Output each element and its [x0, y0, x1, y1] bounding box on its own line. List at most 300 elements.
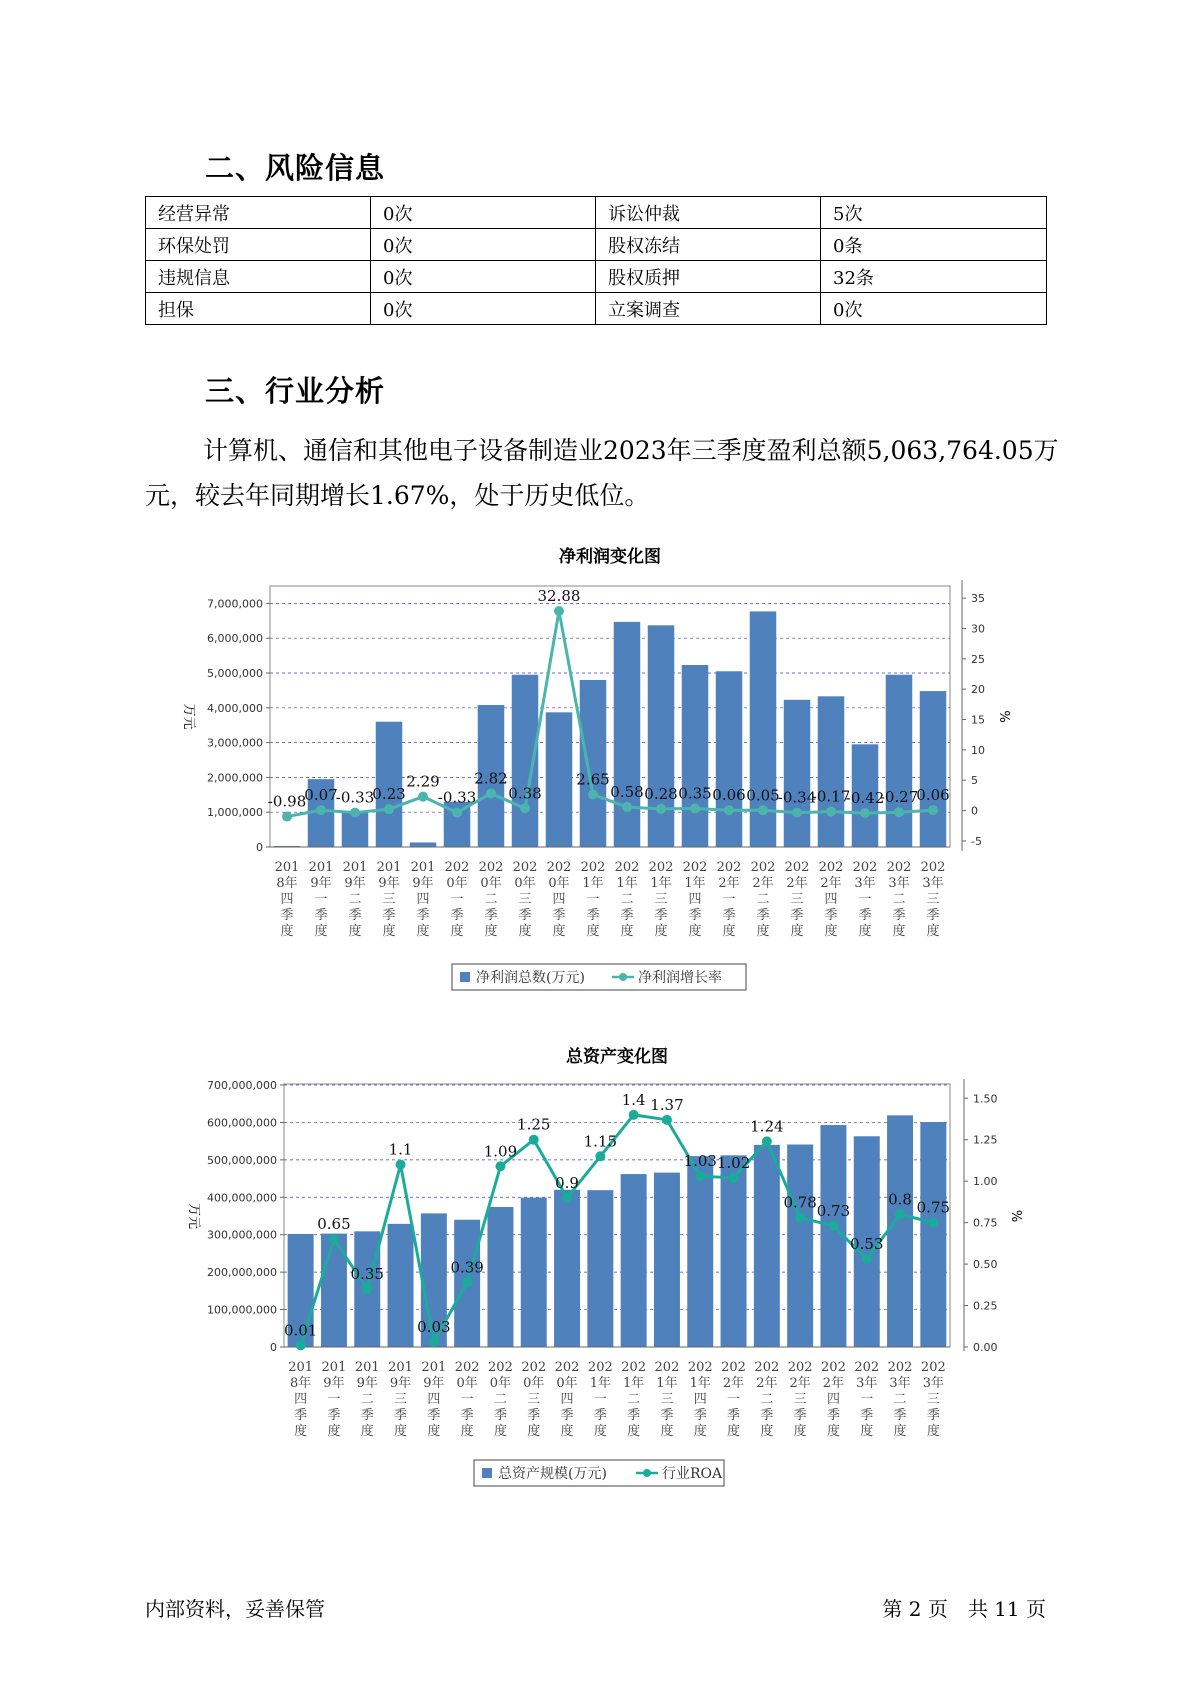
industry-analysis-paragraph [145, 428, 1065, 518]
x-tick-label [343, 860, 368, 939]
line-point [452, 808, 462, 818]
data-label: 0.8 [888, 1190, 912, 1209]
x-tick-label [921, 1360, 946, 1439]
x-tick-label-line: 8年 [276, 876, 298, 891]
x-tick-label-line: 2年 [786, 876, 808, 891]
x-tick-label [411, 860, 436, 939]
x-tick-label-line: 季 [654, 908, 668, 923]
data-label: 2.65 [576, 770, 610, 789]
data-label: 0.05 [746, 786, 780, 805]
x-tick-label-line: 季 [294, 1408, 308, 1423]
y2-axis-title: % [996, 710, 1011, 723]
x-tick-label-line: 一 [858, 892, 872, 907]
x-tick-label-line: 9年 [423, 1376, 445, 1391]
line-point [758, 805, 768, 815]
x-tick-label-line: 度 [627, 1424, 641, 1439]
chart-title: 净利润变化图 [559, 547, 661, 567]
line-point [690, 803, 700, 813]
y-tick-label: 500,000,000 [207, 1153, 277, 1167]
bar [754, 1145, 780, 1347]
x-tick-label-line: 201 [321, 1360, 347, 1375]
data-label: 0.73 [816, 1201, 851, 1220]
line-point [316, 805, 326, 815]
y2-tick-label: 1.25 [973, 1133, 998, 1147]
x-tick-label [821, 1360, 846, 1439]
x-tick-label-line: 二 [756, 892, 770, 907]
x-tick-label-line: 度 [693, 1424, 707, 1439]
data-label: 0.35 [350, 1264, 384, 1283]
x-tick-label-line: 度 [382, 924, 396, 939]
line-point [588, 789, 598, 799]
x-tick-label [521, 1360, 546, 1439]
x-tick-label-line: 四 [824, 892, 838, 907]
x-tick-label-line: 202 [784, 860, 810, 875]
line-point [928, 805, 938, 815]
x-tick-label-line: 度 [860, 1424, 874, 1439]
y-tick-label: 600,000,000 [207, 1116, 277, 1130]
x-tick-label-line: 三 [660, 1392, 674, 1407]
x-tick-label [445, 860, 470, 939]
x-tick-label [455, 1360, 480, 1439]
bar [887, 1115, 913, 1347]
x-tick-label [754, 1360, 779, 1439]
plot-frame [267, 586, 950, 847]
line-point [662, 1115, 672, 1125]
x-tick-label-line: 季 [484, 908, 498, 923]
x-tick-label-line: 202 [920, 860, 946, 875]
x-tick-label-line: 季 [926, 1408, 940, 1423]
y2-tick-label: 25 [971, 652, 985, 666]
x-tick-label-line: 202 [580, 860, 606, 875]
x-tick-label-line: 2年 [822, 1376, 845, 1391]
risk-item-value: 0次 [371, 293, 596, 325]
data-label: 0.01 [283, 1321, 318, 1340]
x-tick-label-line: 度 [348, 924, 362, 939]
x-tick-label-line: 2年 [722, 1376, 745, 1391]
line-point [762, 1136, 772, 1146]
net-profit-chart [0, 540, 1191, 1000]
data-label: -0.42 [845, 789, 885, 808]
data-label: 0.78 [783, 1193, 817, 1212]
y-tick-label: 1,000,000 [207, 806, 263, 820]
x-tick-label-line: 四 [427, 1392, 441, 1407]
x-tick-label-line: 202 [716, 860, 742, 875]
risk-item-value: 0次 [821, 293, 1047, 325]
x-tick-label-line: 202 [621, 1360, 647, 1375]
x-tick-label-line: 季 [327, 1408, 341, 1423]
y2-tick-label: 30 [971, 622, 985, 636]
line-point [462, 1277, 472, 1287]
bar [716, 671, 743, 847]
risk-info-table [145, 196, 1047, 325]
line-point [629, 1110, 639, 1120]
bar [614, 622, 641, 847]
y-tick-label: 6,000,000 [207, 632, 263, 646]
bar [654, 1173, 680, 1347]
y2-tick-label: 0.25 [973, 1299, 998, 1313]
bar [687, 1156, 713, 1347]
data-label: 0.07 [304, 786, 338, 805]
x-tick-label-line: 202 [648, 860, 674, 875]
bar [388, 1224, 414, 1347]
x-tick-label-line: 度 [593, 1424, 607, 1439]
x-tick-label-line: 季 [394, 1408, 408, 1423]
x-tick-label-line: 9年 [344, 876, 366, 891]
data-label: 0.03 [417, 1318, 451, 1337]
data-label: -0.33 [335, 788, 375, 807]
x-tick-label-line: 四 [280, 892, 294, 907]
x-tick-label [488, 1360, 513, 1439]
risk-table-row [146, 261, 1047, 293]
x-tick-label-line: 季 [893, 1408, 907, 1423]
x-tick-label-line: 1年 [582, 876, 604, 891]
x-tick-label-line: 一 [450, 892, 464, 907]
x-tick-label-line: 季 [793, 1408, 807, 1423]
x-tick-label-line: 季 [620, 908, 634, 923]
data-label: -0.98 [267, 792, 307, 811]
y-tick-label: 300,000,000 [207, 1228, 277, 1242]
line-point [729, 1173, 739, 1183]
y-tick-label: 4,000,000 [207, 701, 263, 715]
x-tick-label-line: 3年 [922, 876, 944, 891]
x-tick-label-line: 二 [484, 892, 498, 907]
x-tick-label-line: 1年 [589, 1376, 611, 1391]
y-tick-label: 0 [256, 841, 263, 854]
x-tick-label-line: 201 [388, 1360, 413, 1375]
y2-tick-label: 35 [971, 592, 985, 606]
x-tick-label-line: 202 [554, 1360, 580, 1375]
x-tick-label-line: 度 [493, 1424, 507, 1439]
line-point [826, 807, 836, 817]
x-tick-label-line: 201 [410, 860, 436, 875]
x-tick-label [421, 1360, 446, 1439]
x-tick-label [309, 860, 334, 939]
x-tick-label-line: 201 [376, 860, 402, 875]
risk-item-label: 立案调查 [596, 293, 821, 325]
x-tick-label-line: 3年 [922, 1376, 944, 1391]
x-tick-label-line: 季 [314, 908, 328, 923]
line-point [828, 1221, 838, 1231]
x-tick-label-line: 201 [342, 860, 368, 875]
x-tick-label [355, 1360, 380, 1439]
x-tick-label-line: 度 [586, 924, 600, 939]
x-tick-label-line: 0年 [556, 1376, 578, 1391]
risk-table-row [146, 293, 1047, 325]
x-tick-label-line: 3年 [854, 876, 876, 891]
x-tick-label-line: 季 [460, 1408, 474, 1423]
x-tick-label-line: 202 [488, 1360, 513, 1375]
x-tick-label-line: 三 [793, 1392, 807, 1407]
x-tick-label-line: 202 [687, 1360, 713, 1375]
x-tick-label-line: 四 [416, 892, 430, 907]
x-tick-label-line: 季 [688, 908, 702, 923]
x-tick-label-line: 2年 [752, 876, 774, 891]
data-label: 1.4 [621, 1090, 646, 1109]
risk-table-row [146, 197, 1047, 229]
x-tick-label-line: 一 [860, 1392, 874, 1407]
y2-tick-label: 10 [971, 743, 985, 757]
x-tick-label-line: 季 [586, 908, 600, 923]
data-label: 1.02 [716, 1153, 751, 1172]
x-tick-label-line: 季 [493, 1408, 507, 1423]
line-point [928, 1218, 938, 1228]
x-tick-label-line: 度 [560, 1424, 574, 1439]
line-point [350, 808, 360, 818]
x-tick-label-line: 二 [348, 892, 362, 907]
y2-tick-label: -5 [971, 834, 982, 848]
data-label: -0.34 [777, 788, 817, 807]
legend-line-label: 净利润增长率 [638, 970, 722, 986]
x-tick-label-line: 202 [854, 1360, 880, 1375]
x-tick-label-line: 201 [288, 1360, 314, 1375]
x-tick-label-line: 四 [294, 1392, 308, 1407]
y2-tick-label: 0.00 [973, 1341, 998, 1354]
x-tick-label-line: 度 [793, 1424, 807, 1439]
bar [521, 1198, 547, 1347]
line-point [894, 807, 904, 817]
legend-bar-label: 净利润总数(万元) [476, 970, 585, 986]
chart-title: 总资产变化图 [566, 1047, 668, 1067]
risk-item-value: 0次 [371, 197, 596, 229]
data-label: 2.82 [474, 769, 508, 788]
x-tick-label-line: 2年 [718, 876, 740, 891]
x-tick-label-line: 度 [620, 924, 634, 939]
x-tick-label [655, 1360, 680, 1439]
x-tick-label-line: 202 [721, 1360, 746, 1375]
legend-line-label: 行业ROA [662, 1466, 723, 1482]
x-tick-label-line: 季 [593, 1408, 607, 1423]
y2-tick-label: 0.50 [973, 1258, 998, 1272]
x-tick-label-line: 度 [727, 1424, 741, 1439]
x-tick-label-line: 度 [824, 924, 838, 939]
data-label: -0.33 [437, 788, 477, 807]
x-tick-label-line: 9年 [412, 876, 434, 891]
risk-item-value: 0次 [371, 229, 596, 261]
line-point [622, 802, 632, 812]
line-point [529, 1135, 539, 1145]
x-tick-label-line: 202 [887, 1360, 913, 1375]
x-tick-label-line: 0年 [480, 876, 502, 891]
line-point [860, 808, 870, 818]
data-label: 0.65 [317, 1215, 351, 1234]
line-point [329, 1234, 339, 1244]
risk-item-label: 经营异常 [146, 197, 371, 229]
bar [554, 1190, 580, 1347]
x-tick-label-line: 1年 [623, 1376, 645, 1391]
x-tick-label-line: 1年 [616, 876, 638, 891]
y2-tick-label: 0 [971, 804, 978, 818]
x-tick-label-line: 202 [787, 1360, 813, 1375]
y-axis-title: 万元 [181, 703, 196, 730]
x-tick-label [513, 860, 538, 939]
x-tick-label [688, 1360, 713, 1439]
bar [784, 700, 811, 847]
x-tick-label-line: 202 [587, 1360, 613, 1375]
x-tick-label-line: 9年 [378, 876, 400, 891]
x-tick-label-line: 季 [518, 908, 532, 923]
x-tick-label-line: 季 [552, 908, 566, 923]
x-tick-label-line: 季 [824, 908, 838, 923]
y-tick-label: 3,000,000 [207, 736, 263, 750]
y-tick-label: 200,000,000 [207, 1266, 277, 1280]
x-tick-label-line: 度 [394, 1424, 408, 1439]
x-tick-label-line: 度 [892, 924, 906, 939]
y-tick-label: 0 [270, 1341, 277, 1354]
industry-analysis-text: 计算机、通信和其他电子设备制造业2023年三季度盈利总额5,063,764.05万元，较去年同期增长1.67%，处于历史低位。 [145, 436, 1059, 510]
x-tick-label-line: 一 [314, 892, 328, 907]
data-label: 0.23 [372, 785, 406, 804]
legend-bar-swatch [482, 1468, 492, 1478]
footer-page-number: 第 2 页 共 11 页 [882, 1597, 1046, 1621]
x-tick-label-line: 202 [754, 1360, 780, 1375]
x-tick-label-line: 季 [560, 1408, 574, 1423]
x-tick-label [479, 860, 504, 939]
x-tick-label [921, 860, 946, 939]
x-tick-label [721, 1360, 746, 1439]
x-tick-label-line: 季 [760, 1408, 774, 1423]
x-tick-label-line: 二 [892, 892, 906, 907]
x-tick-label [615, 860, 640, 939]
x-tick-label-line: 1年 [656, 1376, 678, 1391]
x-tick-label-line: 度 [654, 924, 668, 939]
line-point [495, 1161, 505, 1171]
x-tick-label-line: 202 [852, 860, 878, 875]
x-tick-label-line: 1年 [684, 876, 706, 891]
data-label: 0.35 [678, 784, 712, 803]
x-tick-label-line: 二 [760, 1392, 774, 1407]
line-point [362, 1284, 372, 1294]
legend-bar-label: 总资产规模(万元) [498, 1466, 607, 1482]
x-tick-label-line: 度 [756, 924, 770, 939]
x-tick-label-line: 一 [460, 1392, 474, 1407]
x-tick-label [854, 1360, 879, 1439]
x-tick-label-line: 季 [693, 1408, 707, 1423]
x-tick-label-line: 四 [826, 1392, 840, 1407]
x-tick-label-line: 201 [421, 1360, 447, 1375]
bar [587, 1190, 613, 1347]
x-tick-label-line: 9年 [389, 1376, 412, 1391]
bar [487, 1207, 513, 1347]
x-tick-label-line: 度 [660, 1424, 674, 1439]
x-tick-label-line: 度 [314, 924, 328, 939]
x-tick-label-line: 度 [858, 924, 872, 939]
line-point [595, 1151, 605, 1161]
bar [787, 1145, 813, 1347]
bar [580, 680, 607, 847]
x-tick-label-line: 季 [382, 908, 396, 923]
y2-tick-label: 5 [971, 774, 978, 788]
x-tick-label-line: 202 [444, 860, 470, 875]
x-tick-label-line: 二 [493, 1392, 507, 1407]
y2-axis-title: % [1008, 1209, 1023, 1223]
x-tick-label [649, 860, 674, 939]
bar [886, 675, 913, 847]
x-tick-label-line: 202 [682, 860, 708, 875]
line-point [554, 606, 564, 616]
y2-tick-label: 1.50 [973, 1092, 998, 1106]
risk-item-label: 违规信息 [146, 261, 371, 293]
x-tick-label-line: 三 [382, 892, 396, 907]
data-label: 1.24 [750, 1117, 784, 1136]
x-tick-label-line: 度 [518, 924, 532, 939]
y-tick-label: 5,000,000 [207, 667, 263, 680]
x-tick-label-line: 季 [527, 1408, 541, 1423]
x-tick-label-line: 202 [886, 860, 912, 875]
y-tick-label: 100,000,000 [207, 1303, 277, 1317]
x-tick-label-line: 一 [586, 892, 600, 907]
data-label: -0.17 [811, 787, 851, 806]
x-tick-label-line: 一 [593, 1392, 607, 1407]
risk-item-value: 0次 [371, 261, 596, 293]
y2-tick-label: 15 [971, 713, 985, 727]
x-tick-label-line: 度 [688, 924, 702, 939]
line-point [695, 1171, 705, 1181]
x-tick-label-line: 2年 [820, 876, 842, 891]
line-point [795, 1213, 805, 1223]
x-tick-label-line: 四 [688, 892, 702, 907]
bar [920, 1122, 946, 1347]
x-tick-label-line: 季 [722, 908, 736, 923]
x-tick-label-line: 202 [454, 1360, 480, 1375]
x-tick-label [853, 860, 878, 939]
data-label: 1.25 [517, 1115, 551, 1134]
risk-item-label: 股权质押 [596, 261, 821, 293]
data-label: 1.15 [583, 1132, 618, 1151]
x-tick-label-line: 三 [926, 1392, 940, 1407]
x-tick-label-line: 3年 [889, 1376, 911, 1391]
y-tick-label: 7,000,000 [207, 597, 263, 611]
x-tick-label-line: 季 [727, 1408, 741, 1423]
risk-item-value: 0条 [821, 229, 1047, 261]
x-tick-label-line: 0年 [489, 1376, 512, 1391]
data-label: 0.9 [555, 1173, 579, 1192]
x-tick-label-line: 0年 [456, 1376, 478, 1391]
x-tick-label-line: 季 [450, 908, 464, 923]
x-tick-label-line: 0年 [514, 876, 536, 891]
bar [818, 696, 845, 847]
data-label: 0.38 [508, 784, 542, 803]
legend-line-marker [643, 1469, 651, 1477]
x-tick-label-line: 度 [926, 924, 940, 939]
x-tick-label-line: 度 [280, 924, 294, 939]
legend-line-marker [619, 973, 627, 981]
data-label: 0.06 [712, 786, 746, 805]
x-tick-label-line: 三 [518, 892, 532, 907]
x-tick-label [683, 860, 708, 939]
x-tick-label-line: 3年 [856, 1376, 878, 1391]
y-axis-title: 万元 [186, 1202, 201, 1230]
x-tick-label-line: 度 [460, 1424, 474, 1439]
x-tick-label-line: 度 [294, 1424, 308, 1439]
x-tick-label-line: 度 [893, 1424, 907, 1439]
x-tick-label-line: 202 [614, 860, 640, 875]
x-tick-label-line: 9年 [323, 1376, 345, 1391]
x-tick-label-line: 四 [552, 892, 566, 907]
x-tick-label-line: 202 [512, 860, 538, 875]
data-label: 0.53 [850, 1235, 884, 1254]
line-point [396, 1160, 406, 1170]
legend [474, 1460, 724, 1486]
data-label: 1.09 [483, 1142, 518, 1161]
x-tick-label-line: 季 [858, 908, 872, 923]
x-tick-label-line: 二 [620, 892, 634, 907]
data-label: 2.29 [406, 772, 440, 791]
x-tick-label [322, 1360, 347, 1439]
x-tick-label-line: 一 [722, 892, 736, 907]
y-tick-label: 400,000,000 [207, 1191, 277, 1205]
bar [621, 1174, 647, 1347]
x-tick-label-line: 季 [416, 908, 430, 923]
